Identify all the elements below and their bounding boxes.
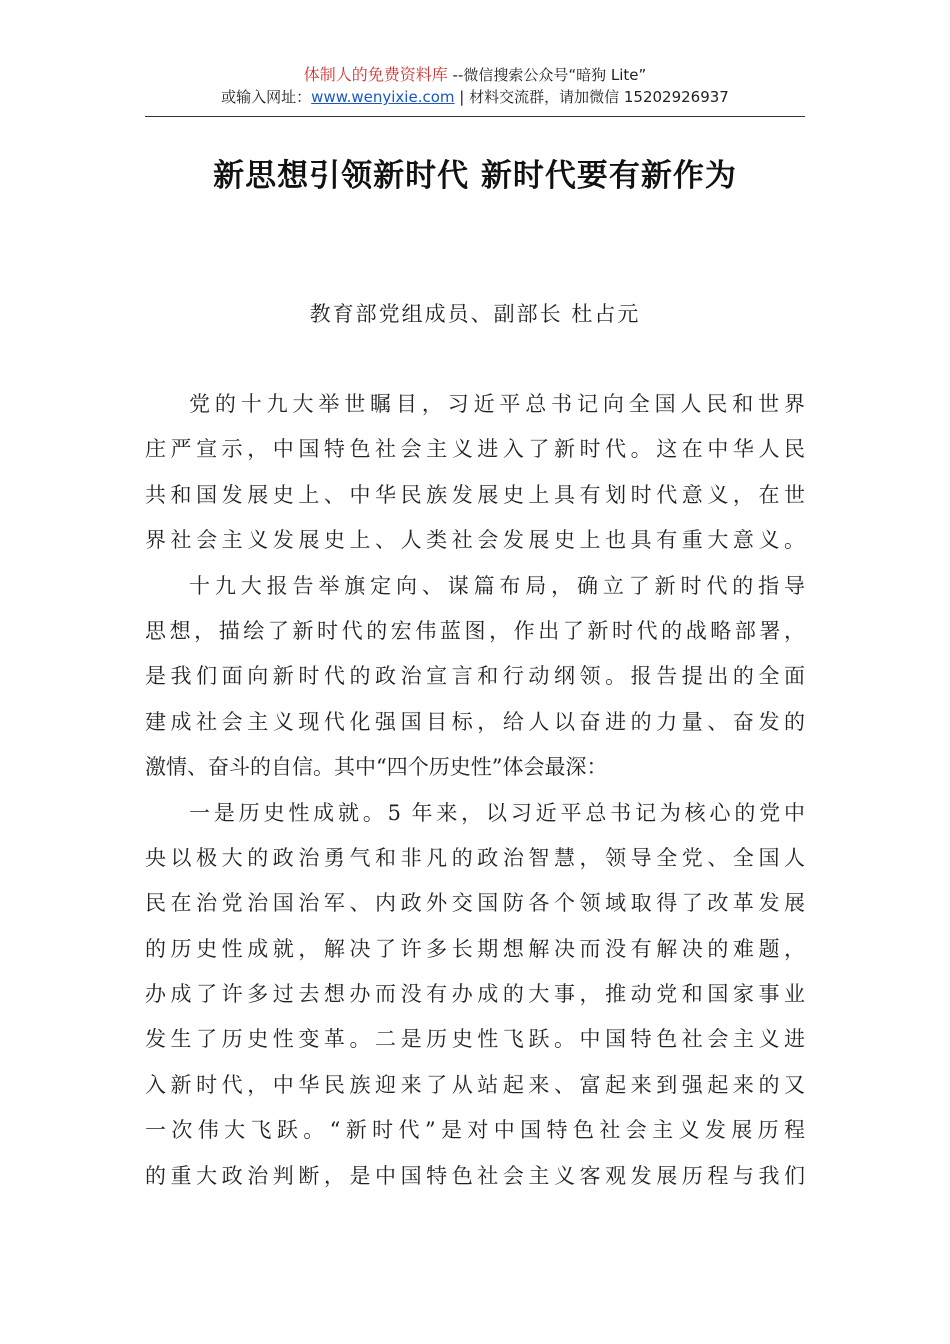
paragraph-line: 界社会主义发展史上、人类社会发展史上也具有重大意义。 <box>145 528 805 553</box>
paragraph-line: 一次伟大飞跃。“新时代”是对中国特色社会主义发展历程 <box>145 1118 805 1143</box>
url-prefix: 或输入网址： <box>221 88 312 106</box>
brand-name: 体制人的免费资料库 <box>303 65 448 84</box>
header-tagline: --微信搜索公众号“暗狗 Lite” <box>447 66 647 84</box>
paragraph-line: 思想，描绘了新时代的宏伟蓝图，作出了新时代的战略部署， <box>145 618 805 643</box>
paragraph-line: 党的十九大举世瞩目，习近平总书记向全国人民和世界 <box>189 392 805 416</box>
paragraph-line: 发生了历史性变革。二是历史性飞跃。中国特色社会主义进 <box>145 1027 805 1052</box>
paragraph-line: 的重大政治判断，是中国特色社会主义客观发展历程与我们 <box>145 1163 805 1188</box>
paragraph-line: 入新时代，中华民族迎来了从站起来、富起来到强起来的又 <box>145 1072 805 1097</box>
paragraph-line: 建成社会主义现代化强国目标，给人以奋进的力量、奋发的 <box>145 709 805 734</box>
paragraph-line: 庄严宣示，中国特色社会主义进入了新时代。这在中华人民 <box>145 437 805 462</box>
paragraph-line: 央以极大的政治勇气和非凡的政治智慧，领导全党、全国人 <box>145 845 805 870</box>
header-divider <box>145 116 805 117</box>
document-author: 教育部党组成员、副部长 杜占元 <box>309 302 641 326</box>
website-link[interactable]: www.wenyixie.com <box>311 88 455 106</box>
document-title: 新思想引领新时代 新时代要有新作为 <box>213 158 737 194</box>
paragraph-line: 激情、奋斗的自信。其中“四个历史性”体会最深： <box>145 755 608 780</box>
paragraph-line: 一是历史性成就。5 年来，以习近平总书记为核心的党中 <box>189 800 805 825</box>
page-header <box>145 64 805 108</box>
paragraph-line: 共和国发展史上、中华民族发展史上具有划时代意义，在世 <box>145 482 805 507</box>
contact-info: | 材料交流群，请加微信 15202926937 <box>454 88 729 106</box>
header-line-1 <box>145 64 805 86</box>
header-line-2 <box>145 86 805 108</box>
document-body <box>145 382 805 1199</box>
paragraph-line: 办成了许多过去想办而没有办成的大事，推动党和国家事业 <box>145 982 805 1007</box>
paragraph-line: 的历史性成就，解决了许多长期想解决而没有解决的难题， <box>145 936 805 961</box>
paragraph-line: 是我们面向新时代的政治宣言和行动纲领。报告提出的全面 <box>145 664 805 689</box>
paragraph-line: 民在治党治国治军、内政外交国防各个领域取得了改革发展 <box>145 891 805 916</box>
paragraph-line: 十九大报告举旗定向、谋篇布局，确立了新时代的指导 <box>189 573 805 598</box>
